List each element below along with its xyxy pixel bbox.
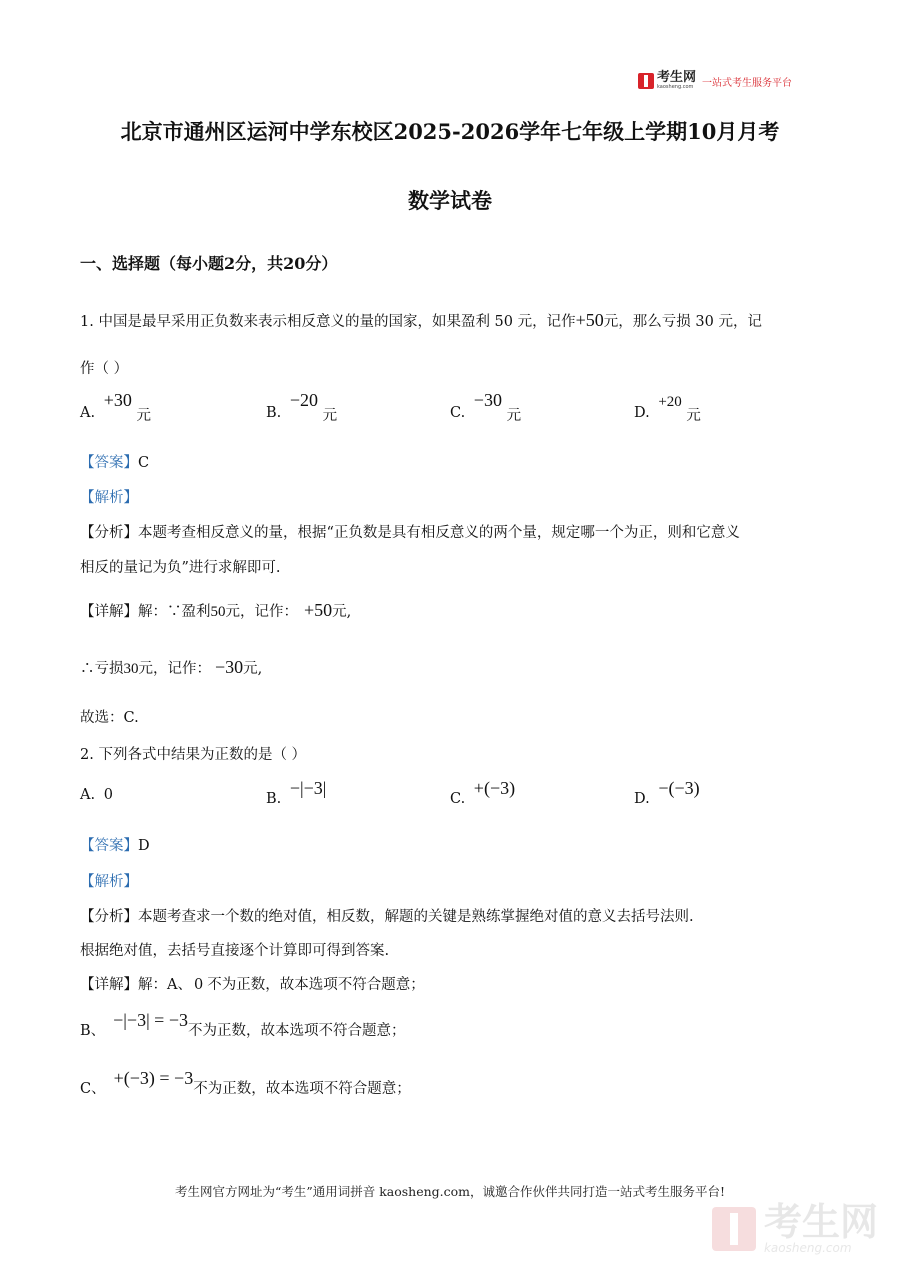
watermark-name: 考生网 <box>763 1200 878 1244</box>
option-math: −30 <box>473 390 502 410</box>
math: −30 <box>215 657 244 677</box>
section-heading: 一、选择题（每小题2分，共20分） <box>80 254 338 273</box>
q1-choose: 故选：C. <box>80 710 139 726</box>
option-math: +30 <box>103 390 132 410</box>
q1-option-b <box>266 390 338 424</box>
watermark <box>712 1200 878 1255</box>
option-letter: A. <box>80 405 96 421</box>
text: 元，记作： <box>225 604 298 620</box>
answer-value: C <box>138 455 150 471</box>
q1-fenxi-line2: 相反的量记为负”进行求解即可. <box>80 560 281 576</box>
option-math: −(−3) <box>658 778 700 798</box>
q1-xiangjie <box>80 600 351 621</box>
q2-answer <box>80 834 150 855</box>
option-letter: C. <box>450 405 466 421</box>
q2-fenxi-line2: 根据绝对值，去括号直接逐个计算即可得到答案. <box>80 943 390 959</box>
q2-fenxi-line1: 【分析】本题考查求一个数的绝对值，相反数，解题的关键是熟练掌握绝对值的意义去括号法则. <box>80 909 694 925</box>
text: 不为正数，故本选项不符合题意； <box>187 1023 406 1039</box>
logo-text <box>657 72 696 90</box>
option-letter: A. <box>80 787 96 803</box>
option-unit: 元 <box>686 408 701 424</box>
q1-option-a <box>80 390 151 424</box>
q2-stem: 2. 下列各式中结果为正数的是（ ） <box>80 747 307 763</box>
page-footer: 考生网官方网址为“考生”通用词拼音 kaosheng.com，诚邀合作伙伴共同打造一站式考生服务平台! <box>174 1184 726 1199</box>
text: 元, <box>243 661 263 677</box>
page-title-line1: 北京市通州区运河中学东校区2025-2026学年七年级上学期10月月考 <box>120 119 780 144</box>
q1-analysis-tag: 【解析】 <box>80 490 138 506</box>
q2-analysis-tag: 【解析】 <box>80 874 138 890</box>
option-letter: D. <box>634 405 650 421</box>
answer-value: D <box>138 838 150 854</box>
math: +50 <box>304 600 333 620</box>
option-math: +20 <box>658 394 682 410</box>
option-math: +(−3) <box>473 778 516 798</box>
q1-stem-a: 1. 中国是最早采用正负数来表示相反意义的量的国家，如果盈利 50 元，记作 <box>80 314 576 330</box>
option-unit: 元 <box>136 408 151 424</box>
answer-tag: 【答案】 <box>80 838 138 854</box>
logo-name: 考生网 <box>657 70 697 85</box>
q2-option-b <box>266 778 327 807</box>
q1-stem-b: 元，那么亏损 30 元，记 <box>603 314 762 330</box>
answer-tag: 【答案】 <box>80 455 138 471</box>
text: 不为正数，故本选项不符合题意； <box>193 1081 411 1097</box>
kaosheng-watermark-icon <box>712 1207 756 1251</box>
q1-stem-math: +50 <box>575 310 604 330</box>
kaosheng-logo-icon <box>638 73 654 89</box>
header-logo <box>638 72 792 90</box>
q1-fenxi-line1: 【分析】本题考查相反意义的量，根据“正负数是具有相反意义的两个量，规定哪一个为正，则和它意义 <box>80 525 740 541</box>
watermark-sub: kaosheng.com <box>763 1241 852 1255</box>
option-letter: D. <box>634 791 650 807</box>
q1-stem <box>80 310 762 331</box>
q2-detail-b <box>80 1010 406 1039</box>
page-title-line2: 数学试卷 <box>408 188 492 213</box>
q2-option-d <box>634 778 700 807</box>
q1-stem-line2: 作（ ） <box>80 361 129 377</box>
option-math: −|−3| <box>289 778 327 798</box>
q2-option-c <box>450 778 516 807</box>
q2-option-a <box>80 778 113 803</box>
text: 元，记作： <box>138 661 211 677</box>
text: 不为正数，故本选项不符合题意； <box>207 977 425 993</box>
option-letter: B. <box>266 405 282 421</box>
math: 50 <box>210 604 226 620</box>
text: 【详解】解：A、 <box>80 977 192 993</box>
text: ∴亏损 <box>80 661 124 677</box>
q1-therefore <box>80 657 262 678</box>
logo-slogan: 一站式考生服务平台 <box>702 77 793 89</box>
text: B、 <box>80 1023 106 1039</box>
math: 30 <box>123 661 139 677</box>
logo-sub: kaosheng.com <box>657 84 694 90</box>
option-math: 0 <box>103 787 113 803</box>
q1-answer <box>80 451 149 472</box>
q1-option-d <box>634 392 701 424</box>
text: 【详解】解：∵盈利 <box>80 604 211 620</box>
option-unit: 元 <box>506 408 522 424</box>
text: 元, <box>332 604 352 620</box>
q1-option-c <box>450 390 522 424</box>
option-letter: C. <box>450 791 466 807</box>
option-math: −20 <box>289 390 319 410</box>
q2-detail-c <box>80 1068 411 1097</box>
option-unit: 元 <box>322 408 338 424</box>
math: +(−3) = −3 <box>113 1068 194 1088</box>
math: 0 <box>193 977 204 993</box>
option-letter: B. <box>266 791 282 807</box>
q2-xiangjie <box>80 973 425 994</box>
text: C、 <box>80 1081 106 1097</box>
math: −|−3| = −3 <box>113 1010 188 1030</box>
